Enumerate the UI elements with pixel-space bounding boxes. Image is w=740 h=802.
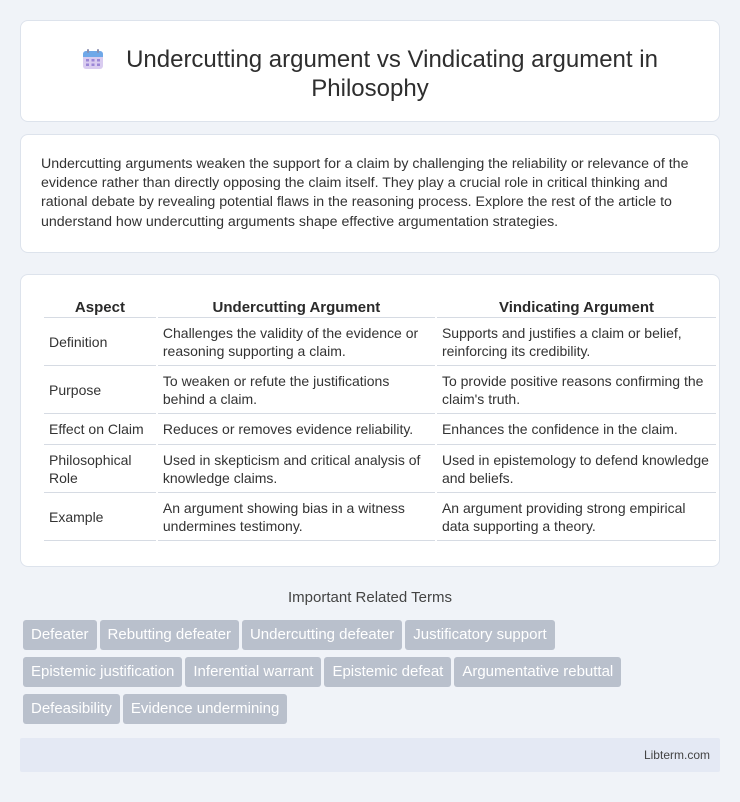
- table-row: [44, 318, 716, 366]
- table-cell: Example: [44, 493, 156, 541]
- table-row: [44, 493, 716, 541]
- footer-site-link[interactable]: Libterm.com: [643, 748, 710, 762]
- title-card: [20, 20, 720, 122]
- comparison-table-card: [20, 274, 720, 567]
- related-term-tag[interactable]: Epistemic defeat: [324, 657, 451, 687]
- table-cell: Used in skepticism and critical analysis of knowledge claims.: [158, 445, 435, 493]
- table-cell: Enhances the confidence in the claim.: [437, 414, 716, 445]
- table-cell: Supports and justifies a claim or belief, reinforcing its credibility.: [437, 318, 716, 366]
- table-row: [44, 445, 716, 493]
- table-header: Vindicating Argument: [437, 298, 716, 318]
- table-cell: Used in epistemology to defend knowledge and beliefs.: [437, 445, 716, 493]
- table-header: Aspect: [44, 298, 156, 318]
- related-term-tag[interactable]: Defeasibility: [23, 694, 120, 724]
- related-term-tag[interactable]: Inferential warrant: [185, 657, 321, 687]
- table-cell: Definition: [44, 318, 156, 366]
- page-title-wrap: [21, 45, 719, 103]
- table-cell: Purpose: [44, 366, 156, 414]
- table-cell: To weaken or refute the justifications behind a claim.: [158, 366, 435, 414]
- table-row: [44, 366, 716, 414]
- table-cell: An argument showing bias in a witness undermines testimony.: [158, 493, 435, 541]
- intro-card: [20, 134, 720, 253]
- calendar-icon: [82, 48, 104, 70]
- table-header: Undercutting Argument: [158, 298, 435, 318]
- intro-paragraph: Undercutting arguments weaken the support for a claim by challenging the reliability or relevance of the evidence rather than directly opposing the claim itself. They play a crucial role in critical thinking and rational debate by revealing potential flaws in the reasoning process. Explore the rest of the article to understand how undercutting arguments shape effective argumentation strategies.: [41, 156, 689, 230]
- related-term-tag[interactable]: Justificatory support: [405, 620, 554, 650]
- related-term-tag[interactable]: Epistemic justification: [23, 657, 182, 687]
- table-cell: Challenges the validity of the evidence or reasoning supporting a claim.: [158, 318, 435, 366]
- page-title: Undercutting argument vs Vindicating argument in Philosophy: [126, 46, 658, 102]
- table-cell: To provide positive reasons confirming the claim's truth.: [437, 366, 716, 414]
- related-term-tag[interactable]: Undercutting defeater: [242, 620, 402, 650]
- related-term-tag[interactable]: Evidence undermining: [123, 694, 287, 724]
- table-header-row: [44, 298, 716, 318]
- related-term-tag[interactable]: Defeater: [23, 620, 97, 650]
- table-cell: Effect on Claim: [44, 414, 156, 445]
- related-terms-title: Important Related Terms: [288, 589, 452, 606]
- related-terms-list: [23, 620, 703, 731]
- table-cell: Reduces or removes evidence reliability.: [158, 414, 435, 445]
- table-cell: Philosophical Role: [44, 445, 156, 493]
- comparison-table: [42, 298, 718, 541]
- footer-bar: [20, 738, 720, 772]
- table-row: [44, 414, 716, 445]
- table-cell: An argument providing strong empirical data supporting a theory.: [437, 493, 716, 541]
- related-term-tag[interactable]: Argumentative rebuttal: [454, 657, 621, 687]
- related-term-tag[interactable]: Rebutting defeater: [100, 620, 239, 650]
